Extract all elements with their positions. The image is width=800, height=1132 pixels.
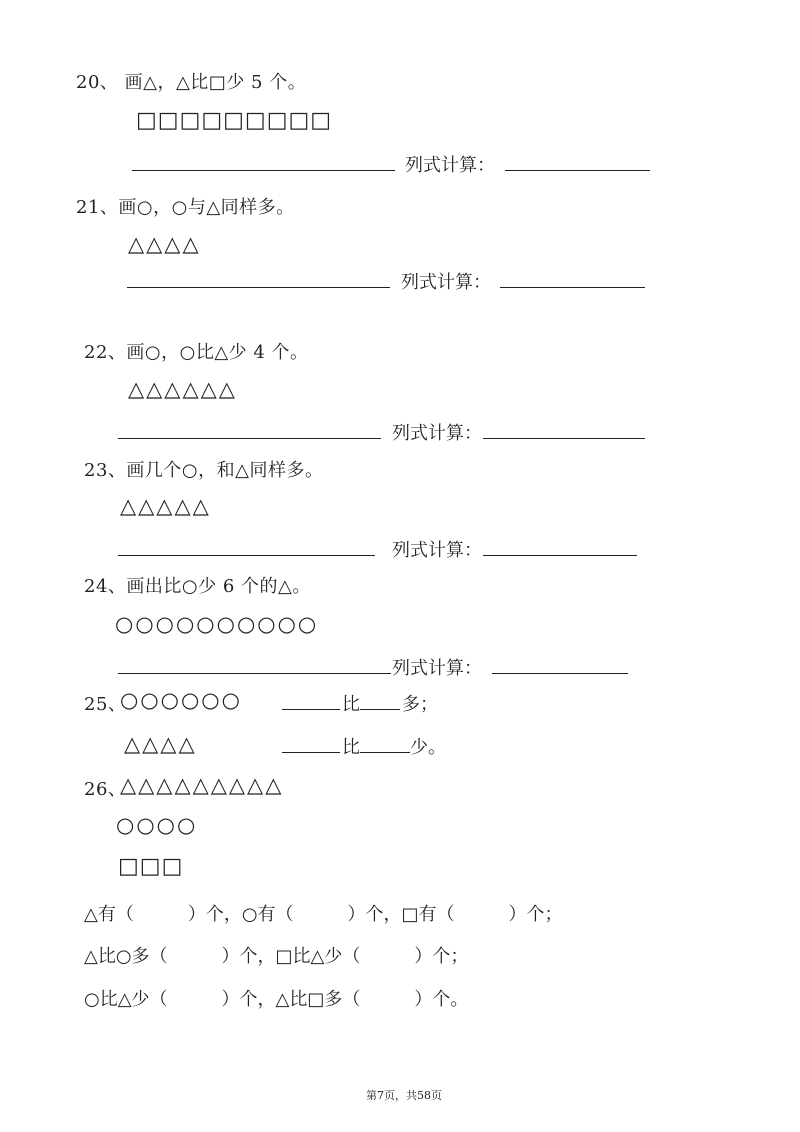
question-25-blank-2[interactable] bbox=[360, 709, 400, 710]
question-21-draw-line[interactable] bbox=[127, 287, 390, 288]
question-24-title: 24、画出比○少 6 个的△。 bbox=[84, 576, 311, 597]
question-25-blank-1[interactable] bbox=[282, 709, 340, 710]
question-25-compare-word-2: 比 bbox=[342, 737, 360, 758]
question-24-calc-label: 列式计算： bbox=[392, 658, 482, 679]
question-26-squares: □□□ bbox=[118, 854, 184, 879]
question-26-line-3: ○比△少（ ）个，△比□多（ ）个。 bbox=[84, 989, 469, 1010]
question-22-calc-label: 列式计算： bbox=[392, 423, 482, 444]
question-26-triangles: △△△△△△△△△ bbox=[120, 773, 284, 797]
question-26-circles: ○○○○ bbox=[116, 813, 198, 837]
question-23-draw-line[interactable] bbox=[118, 555, 375, 556]
question-26-line-2: △比○多（ ）个，□比△少（ ）个； bbox=[84, 946, 469, 967]
question-24-draw-line[interactable] bbox=[118, 673, 391, 674]
question-20-calc-label: 列式计算： bbox=[405, 155, 495, 176]
question-21-calc-label: 列式计算： bbox=[401, 272, 491, 293]
question-25-compare-word-1: 比 bbox=[342, 694, 360, 715]
question-21-title: 21、画○，○与△同样多。 bbox=[76, 197, 295, 218]
question-23-title: 23、画几个○，和△同样多。 bbox=[84, 460, 324, 481]
question-25-blank-3[interactable] bbox=[282, 752, 340, 753]
question-20-draw-line[interactable] bbox=[132, 170, 395, 171]
question-23-calc-label: 列式计算： bbox=[392, 540, 482, 561]
question-23-triangles: △△△△△ bbox=[120, 494, 211, 518]
question-25-less: 少。 bbox=[410, 737, 446, 758]
question-25-triangles: △△△△ bbox=[124, 732, 197, 756]
question-20-squares: □□□□□□□□□ bbox=[136, 108, 333, 133]
question-26-line-1: △有（ ）个，○有（ ）个，□有（ ）个； bbox=[84, 904, 563, 925]
question-21-triangles: △△△△ bbox=[128, 232, 201, 256]
question-25-more: 多； bbox=[402, 694, 438, 715]
question-23-answer-line[interactable] bbox=[483, 555, 637, 556]
question-24-circles: ○○○○○○○○○○ bbox=[115, 612, 319, 636]
question-25-circles: ○○○○○○ bbox=[120, 688, 242, 712]
question-22-answer-line[interactable] bbox=[483, 438, 645, 439]
question-20-title: 20、 画△，△比□少 5 个。 bbox=[76, 72, 307, 93]
question-21-answer-line[interactable] bbox=[500, 287, 645, 288]
question-25-number: 25、 bbox=[84, 694, 127, 715]
question-25-blank-4[interactable] bbox=[360, 752, 410, 753]
question-22-title: 22、画○，○比△少 4 个。 bbox=[84, 342, 309, 363]
question-22-triangles: △△△△△△ bbox=[128, 377, 237, 401]
question-24-answer-line[interactable] bbox=[492, 673, 628, 674]
question-20-answer-line[interactable] bbox=[505, 170, 650, 171]
question-26-number: 26、 bbox=[84, 779, 127, 800]
page-number: 第7页，共58页 bbox=[366, 1089, 442, 1102]
question-22-draw-line[interactable] bbox=[118, 438, 381, 439]
